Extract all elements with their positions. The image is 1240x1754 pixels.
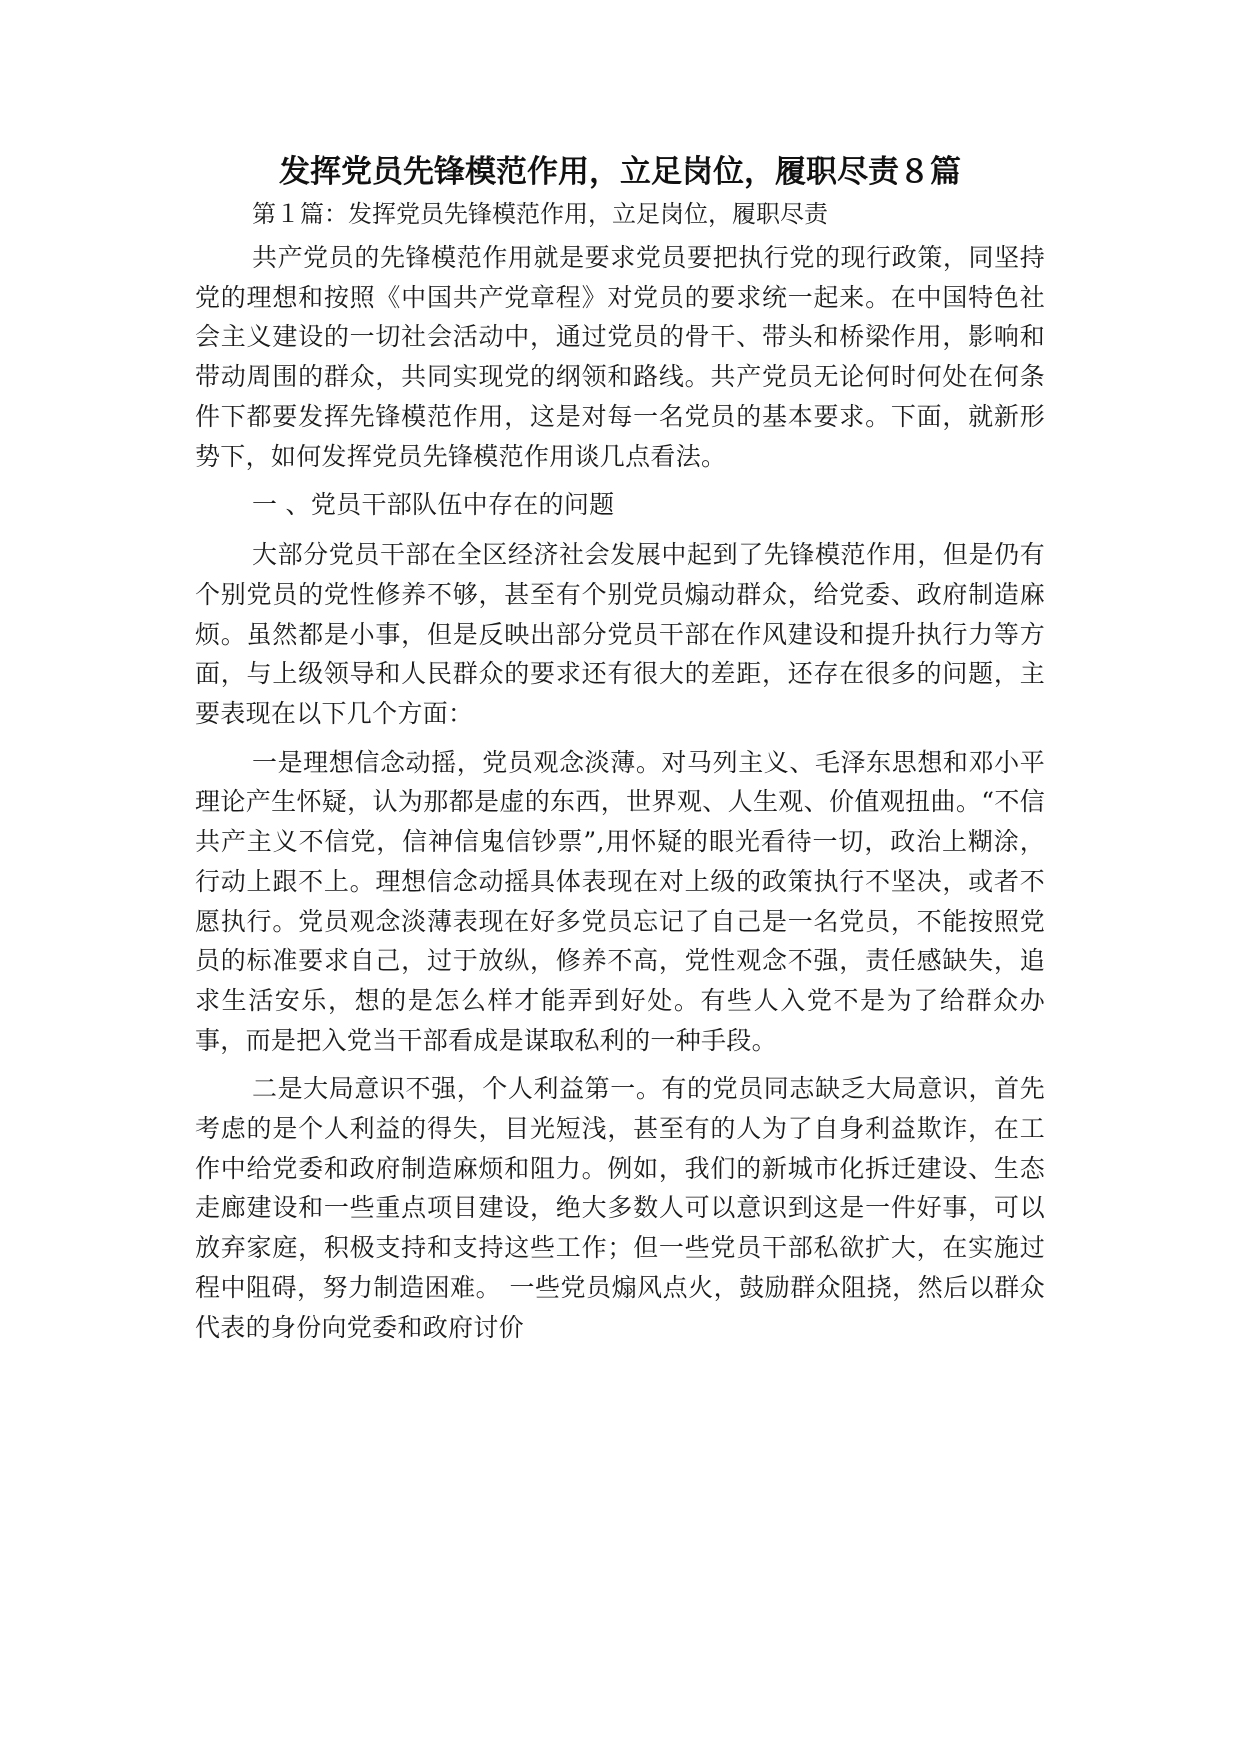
intro-paragraph: 共产党员的先锋模范作用就是要求党员要把执行党的现行政策，同坚持党的理想和按照《中国共产党章程》对党员的要求统一起来。在中国特色社会主义建设的一切社会活动中，通过党员的骨干、带头和桥梁作用，影响和带动周围的群众，共同实现党的纲领和路线。共产党员无论何时何处在何条件下都要发挥先锋模范作用，这是对每一名党员的基本要求。下面，就新形势下，如何发挥党员先锋模范作用谈几点看法。 [195, 243, 1045, 471]
problem-two-paragraph: 二是大局意识不强，个人利益第一。有的党员同志缺乏大局意识，首先考虑的是个人利益的得失，目光短浅，甚至有的人为了自身利益欺诈，在工作中给党委和政府制造麻烦和阻力。例如，我们的新城市化拆迁建设、生态走廊建设和一些重点项目建设，绝大多数人可以意识到这是一件好事，可以放弃家庭，积极支持和支持这些工作；但一些党员干部私欲扩大，在实施过程中阻碍，努力制造困难。 一些党员煽风点火，鼓励群众阻挠，然后以群众代表的身份向党委和政府讨价 [195, 1074, 1045, 1342]
problem-one-paragraph: 一是理想信念动摇，党员观念淡薄。对马列主义、毛泽东思想和邓小平理论产生怀疑，认为那都是虚的东西，世界观、人生观、价值观扭曲。“不信共产主义不信党，信神信鬼信钞票”,用怀疑的眼光看待一切，政治上糊涂，行动上跟不上。理想信念动摇具体表现在对上级的政策执行不坚决，或者不愿执行。党员观念淡薄表现在好多党员忘记了自己是一名党员，不能按照党员的标准要求自己，过于放纵，修养不高，党性观念不强，责任感缺失，追求生活安乐，想的是怎么样才能弄到好处。有些人入党不是为了给群众办事，而是把入党当干部看成是谋取私利的一种手段。 [195, 747, 1045, 1055]
section-heading: 一 、党员干部队伍中存在的问题 [252, 490, 615, 520]
document-title: 发挥党员先锋模范作用，立足岗位，履职尽责８篇 [279, 154, 961, 190]
document-body [195, 238, 1045, 1356]
article-subtitle: 第１篇：发挥党员先锋模范作用，立足岗位，履职尽责 [252, 200, 828, 228]
problems-overview-paragraph: 大部分党员干部在全区经济社会发展中起到了先锋模范作用，但是仍有个别党员的党性修养不够，甚至有个别党员煽动群众，给党委、政府制造麻烦。虽然都是小事，但是反映出部分党员干部在作风建设和提升执行力等方面，与上级领导和人民群众的要求还有很大的差距，还存在很多的问题，主要表现在以下几个方面： [195, 540, 1045, 729]
